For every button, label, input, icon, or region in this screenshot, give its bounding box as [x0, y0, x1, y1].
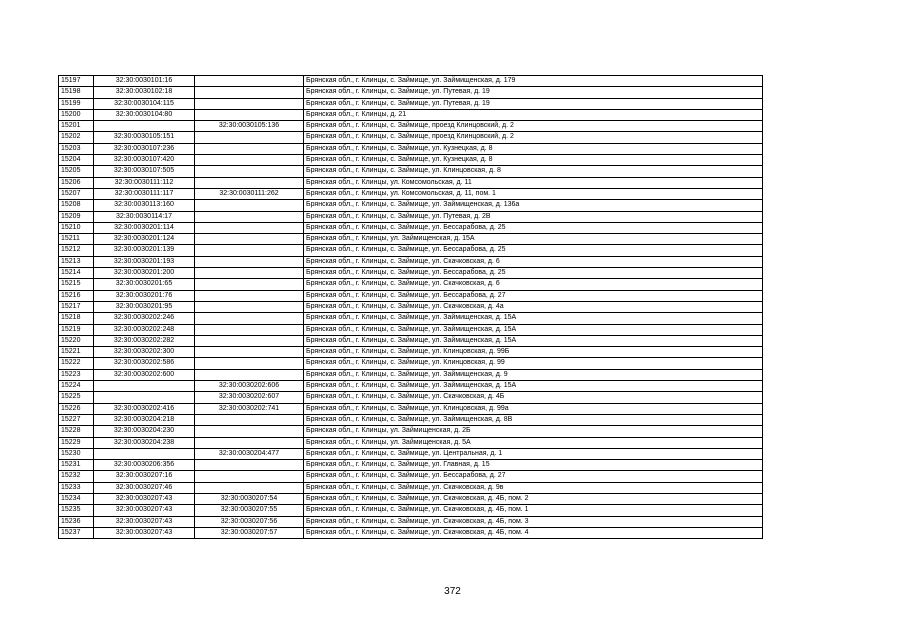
cadastral-number-cell — [94, 381, 195, 392]
table-row — [59, 301, 763, 312]
cadastral-number-cell — [94, 121, 195, 132]
row-number-cell: 15229 — [59, 437, 94, 448]
row-number-cell: 15210 — [59, 222, 94, 233]
cadastral-number-cell: 32:30:0030107:420 — [94, 155, 195, 166]
cadastral-number-cell: 32:30:0030107:236 — [94, 143, 195, 154]
cadastral-number-cell: 32:30:0030107:505 — [94, 166, 195, 177]
linked-cadastral-number-cell: 32:30:0030204:477 — [195, 448, 304, 459]
table-row — [59, 121, 763, 132]
cadastral-number-cell: 32:30:0030102:18 — [94, 87, 195, 98]
cadastral-number-cell: 32:30:0030202:248 — [94, 324, 195, 335]
row-number-cell: 15213 — [59, 256, 94, 267]
linked-cadastral-number-cell — [195, 211, 304, 222]
row-number-cell: 15231 — [59, 460, 94, 471]
address-cell: Брянская обл., г. Клинцы, с. Займище, ул. Займищенская, д. 15А — [304, 335, 763, 346]
address-cell: Брянская обл., г. Клинцы, с. Займище, ул. Клинцовская, д. 8 — [304, 166, 763, 177]
table-body — [59, 76, 763, 539]
address-cell: Брянская обл., г. Клинцы, ул. Комсомольская, д. 11 — [304, 177, 763, 188]
linked-cadastral-number-cell — [195, 426, 304, 437]
linked-cadastral-number-cell: 32:30:0030207:57 — [195, 527, 304, 538]
table-row — [59, 414, 763, 425]
row-number-cell: 15207 — [59, 188, 94, 199]
linked-cadastral-number-cell — [195, 234, 304, 245]
address-cell: Брянская обл., г. Клинцы, с. Займище, ул. Центральная, д. 1 — [304, 448, 763, 459]
linked-cadastral-number-cell: 32:30:0030202:607 — [195, 392, 304, 403]
cadastral-number-cell: 32:30:0030207:43 — [94, 516, 195, 527]
address-cell: Брянская обл., г. Клинцы, с. Займище, ул. Скачковская, д. 4Б, пом. 1 — [304, 505, 763, 516]
address-cell: Брянская обл., г. Клинцы, с. Займище, ул. Скачковская, д. 6 — [304, 279, 763, 290]
linked-cadastral-number-cell — [195, 347, 304, 358]
row-number-cell: 15201 — [59, 121, 94, 132]
address-cell: Брянская обл., г. Клинцы, д. 21 — [304, 109, 763, 120]
address-cell: Брянская обл., г. Клинцы, с. Займище, ул. Бессарабова, д. 25 — [304, 268, 763, 279]
row-number-cell: 15202 — [59, 132, 94, 143]
table-row — [59, 347, 763, 358]
table-row — [59, 482, 763, 493]
row-number-cell: 15236 — [59, 516, 94, 527]
address-cell: Брянская обл., г. Клинцы, с. Займище, ул. Займищенская, д. 15А — [304, 324, 763, 335]
cadastral-number-cell: 32:30:0030206:356 — [94, 460, 195, 471]
address-cell: Брянская обл., г. Клинцы, с. Займище, ул. Займищенская, д. 179 — [304, 76, 763, 87]
table-row — [59, 471, 763, 482]
address-cell: Брянская обл., г. Клинцы, с. Займище, ул. Бессарабова, д. 27 — [304, 290, 763, 301]
table-row — [59, 437, 763, 448]
address-cell: Брянская обл., г. Клинцы, с. Займище, ул. Бессарабова, д. 27 — [304, 471, 763, 482]
property-registry-table — [58, 75, 763, 539]
cadastral-number-cell: 32:30:0030202:300 — [94, 347, 195, 358]
address-cell: Брянская обл., г. Клинцы, с. Займище, ул. Бессарабова, д. 25 — [304, 222, 763, 233]
row-number-cell: 15224 — [59, 381, 94, 392]
cadastral-number-cell: 32:30:0030204:218 — [94, 414, 195, 425]
table-row — [59, 426, 763, 437]
row-number-cell: 15217 — [59, 301, 94, 312]
table-row — [59, 177, 763, 188]
address-cell: Брянская обл., г. Клинцы, с. Займище, ул. Бессарабова, д. 25 — [304, 245, 763, 256]
row-number-cell: 15197 — [59, 76, 94, 87]
cadastral-number-cell: 32:30:0030207:16 — [94, 471, 195, 482]
table-row — [59, 381, 763, 392]
table-row — [59, 358, 763, 369]
table-row — [59, 369, 763, 380]
row-number-cell: 15199 — [59, 98, 94, 109]
table-row — [59, 493, 763, 504]
row-number-cell: 15228 — [59, 426, 94, 437]
table-row — [59, 87, 763, 98]
linked-cadastral-number-cell: 32:30:0030207:54 — [195, 493, 304, 504]
cadastral-number-cell: 32:30:0030201:65 — [94, 279, 195, 290]
address-cell: Брянская обл., г. Клинцы, с. Займище, ул. Займищенская, д. 15А — [304, 381, 763, 392]
row-number-cell: 15225 — [59, 392, 94, 403]
row-number-cell: 15233 — [59, 482, 94, 493]
table-row — [59, 279, 763, 290]
linked-cadastral-number-cell — [195, 245, 304, 256]
linked-cadastral-number-cell — [195, 143, 304, 154]
row-number-cell: 15215 — [59, 279, 94, 290]
cadastral-number-cell: 32:30:0030207:43 — [94, 505, 195, 516]
cadastral-number-cell: 32:30:0030101:16 — [94, 76, 195, 87]
address-cell: Брянская обл., г. Клинцы, с. Займище, ул. Займищенская, д. 8В — [304, 414, 763, 425]
table-row — [59, 132, 763, 143]
cadastral-number-cell — [94, 448, 195, 459]
linked-cadastral-number-cell — [195, 290, 304, 301]
table-row — [59, 200, 763, 211]
row-number-cell: 15223 — [59, 369, 94, 380]
linked-cadastral-number-cell: 32:30:0030105:136 — [195, 121, 304, 132]
cadastral-number-cell: 32:30:0030104:80 — [94, 109, 195, 120]
address-cell: Брянская обл., г. Клинцы, с. Займище, ул. Скачковская, д. 4Б — [304, 392, 763, 403]
linked-cadastral-number-cell — [195, 256, 304, 267]
table-row — [59, 324, 763, 335]
linked-cadastral-number-cell — [195, 279, 304, 290]
cadastral-number-cell: 32:30:0030202:416 — [94, 403, 195, 414]
linked-cadastral-number-cell: 32:30:0030202:606 — [195, 381, 304, 392]
row-number-cell: 15204 — [59, 155, 94, 166]
address-cell: Брянская обл., г. Клинцы, с. Займище, ул. Путевая, д. 19 — [304, 98, 763, 109]
cadastral-number-cell: 32:30:0030202:282 — [94, 335, 195, 346]
row-number-cell: 15200 — [59, 109, 94, 120]
linked-cadastral-number-cell — [195, 132, 304, 143]
row-number-cell: 15214 — [59, 268, 94, 279]
linked-cadastral-number-cell — [195, 324, 304, 335]
row-number-cell: 15208 — [59, 200, 94, 211]
cadastral-number-cell: 32:30:0030201:139 — [94, 245, 195, 256]
cadastral-number-cell: 32:30:0030201:114 — [94, 222, 195, 233]
address-cell: Брянская обл., г. Клинцы, с. Займище, ул. Путевая, д. 2В — [304, 211, 763, 222]
linked-cadastral-number-cell — [195, 268, 304, 279]
address-cell: Брянская обл., г. Клинцы, с. Займище, проезд Клинцовский, д. 2 — [304, 121, 763, 132]
address-cell: Брянская обл., г. Клинцы, с. Займище, ул. Кузнецкая, д. 8 — [304, 143, 763, 154]
address-cell: Брянская обл., г. Клинцы, ул. Займищенская, д. 2Б — [304, 426, 763, 437]
table-row — [59, 403, 763, 414]
cadastral-number-cell — [94, 392, 195, 403]
address-cell: Брянская обл., г. Клинцы, с. Займище, ул. Скачковская, д. 4Б, пом. 4 — [304, 527, 763, 538]
linked-cadastral-number-cell — [195, 471, 304, 482]
cadastral-number-cell: 32:30:0030202:586 — [94, 358, 195, 369]
linked-cadastral-number-cell — [195, 460, 304, 471]
address-cell: Брянская обл., г. Клинцы, с. Займище, ул. Путевая, д. 19 — [304, 87, 763, 98]
table-row — [59, 222, 763, 233]
address-cell: Брянская обл., г. Клинцы, с. Займище, ул. Скачковская, д. 9в — [304, 482, 763, 493]
table-row — [59, 188, 763, 199]
linked-cadastral-number-cell — [195, 166, 304, 177]
address-cell: Брянская обл., г. Клинцы, с. Займище, ул. Скачковская, д. 4Б, пом. 2 — [304, 493, 763, 504]
row-number-cell: 15226 — [59, 403, 94, 414]
cadastral-number-cell: 32:30:0030202:600 — [94, 369, 195, 380]
cadastral-number-cell: 32:30:0030114:17 — [94, 211, 195, 222]
row-number-cell: 15227 — [59, 414, 94, 425]
linked-cadastral-number-cell — [195, 358, 304, 369]
table-row — [59, 460, 763, 471]
address-cell: Брянская обл., г. Клинцы, с. Займище, ул. Займищенская, д. 136а — [304, 200, 763, 211]
table-row — [59, 155, 763, 166]
row-number-cell: 15219 — [59, 324, 94, 335]
linked-cadastral-number-cell — [195, 87, 304, 98]
linked-cadastral-number-cell — [195, 301, 304, 312]
linked-cadastral-number-cell: 32:30:0030111:262 — [195, 188, 304, 199]
row-number-cell: 15209 — [59, 211, 94, 222]
address-cell: Брянская обл., г. Клинцы, с. Займище, ул. Скачковская, д. 6 — [304, 256, 763, 267]
cadastral-number-cell: 32:30:0030202:246 — [94, 313, 195, 324]
linked-cadastral-number-cell — [195, 335, 304, 346]
table-row — [59, 268, 763, 279]
address-cell: Брянская обл., г. Клинцы, ул. Комсомольская, д. 11, пом. 1 — [304, 188, 763, 199]
row-number-cell: 15234 — [59, 493, 94, 504]
linked-cadastral-number-cell: 32:30:0030207:56 — [195, 516, 304, 527]
table-row — [59, 98, 763, 109]
table-row — [59, 392, 763, 403]
address-cell: Брянская обл., г. Клинцы, с. Займище, ул. Клинцовская, д. 99Б — [304, 347, 763, 358]
address-cell: Брянская обл., г. Клинцы, с. Займище, ул. Скачковская, д. 4а — [304, 301, 763, 312]
row-number-cell: 15205 — [59, 166, 94, 177]
linked-cadastral-number-cell — [195, 98, 304, 109]
table-row — [59, 335, 763, 346]
address-cell: Брянская обл., г. Клинцы, с. Займище, проезд Клинцовский, д. 2 — [304, 132, 763, 143]
linked-cadastral-number-cell — [195, 313, 304, 324]
linked-cadastral-number-cell — [195, 222, 304, 233]
address-cell: Брянская обл., г. Клинцы, с. Займище, ул. Займищенская, д. 15А — [304, 313, 763, 324]
cadastral-number-cell: 32:30:0030201:124 — [94, 234, 195, 245]
linked-cadastral-number-cell — [195, 155, 304, 166]
linked-cadastral-number-cell: 32:30:0030207:55 — [195, 505, 304, 516]
cadastral-number-cell: 32:30:0030204:230 — [94, 426, 195, 437]
table-row — [59, 516, 763, 527]
address-cell: Брянская обл., г. Клинцы, ул. Займищенская, д. 15А — [304, 234, 763, 245]
table-row — [59, 109, 763, 120]
row-number-cell: 15237 — [59, 527, 94, 538]
cadastral-number-cell: 32:30:0030111:112 — [94, 177, 195, 188]
address-cell: Брянская обл., г. Клинцы, с. Займище, ул. Главная, д. 15 — [304, 460, 763, 471]
address-cell: Брянская обл., г. Клинцы, с. Займище, ул. Займищенская, д. 9 — [304, 369, 763, 380]
cadastral-number-cell: 32:30:0030111:117 — [94, 188, 195, 199]
linked-cadastral-number-cell — [195, 369, 304, 380]
linked-cadastral-number-cell — [195, 437, 304, 448]
row-number-cell: 15232 — [59, 471, 94, 482]
cadastral-number-cell: 32:30:0030104:115 — [94, 98, 195, 109]
cadastral-number-cell: 32:30:0030201:95 — [94, 301, 195, 312]
table-row — [59, 211, 763, 222]
cadastral-number-cell: 32:30:0030201:193 — [94, 256, 195, 267]
linked-cadastral-number-cell — [195, 109, 304, 120]
table-row — [59, 245, 763, 256]
cadastral-number-cell: 32:30:0030207:43 — [94, 493, 195, 504]
row-number-cell: 15230 — [59, 448, 94, 459]
table-row — [59, 256, 763, 267]
address-cell: Брянская обл., г. Клинцы, ул. Займищенская, д. 5А — [304, 437, 763, 448]
row-number-cell: 15203 — [59, 143, 94, 154]
linked-cadastral-number-cell — [195, 482, 304, 493]
linked-cadastral-number-cell — [195, 414, 304, 425]
row-number-cell: 15216 — [59, 290, 94, 301]
row-number-cell: 15218 — [59, 313, 94, 324]
address-cell: Брянская обл., г. Клинцы, с. Займище, ул. Клинцовская, д. 99 — [304, 358, 763, 369]
address-cell: Брянская обл., г. Клинцы, с. Займище, ул. Кузнецкая, д. 8 — [304, 155, 763, 166]
cadastral-number-cell: 32:30:0030204:238 — [94, 437, 195, 448]
table-row — [59, 166, 763, 177]
row-number-cell: 15235 — [59, 505, 94, 516]
row-number-cell: 15212 — [59, 245, 94, 256]
address-cell: Брянская обл., г. Клинцы, с. Займище, ул. Скачковская, д. 4Б, пом. 3 — [304, 516, 763, 527]
address-cell: Брянская обл., г. Клинцы, с. Займище, ул. Клинцовская, д. 99а — [304, 403, 763, 414]
cadastral-number-cell: 32:30:0030113:160 — [94, 200, 195, 211]
table-row — [59, 234, 763, 245]
row-number-cell: 15220 — [59, 335, 94, 346]
linked-cadastral-number-cell — [195, 177, 304, 188]
row-number-cell: 15221 — [59, 347, 94, 358]
row-number-cell: 15211 — [59, 234, 94, 245]
table-row — [59, 143, 763, 154]
row-number-cell: 15222 — [59, 358, 94, 369]
table-row — [59, 313, 763, 324]
table-row — [59, 527, 763, 538]
cadastral-number-cell: 32:30:0030207:43 — [94, 527, 195, 538]
table-row — [59, 290, 763, 301]
cadastral-number-cell: 32:30:0030201:76 — [94, 290, 195, 301]
linked-cadastral-number-cell — [195, 200, 304, 211]
cadastral-number-cell: 32:30:0030105:151 — [94, 132, 195, 143]
linked-cadastral-number-cell — [195, 76, 304, 87]
table-row — [59, 448, 763, 459]
linked-cadastral-number-cell: 32:30:0030202:741 — [195, 403, 304, 414]
table-row — [59, 505, 763, 516]
row-number-cell: 15206 — [59, 177, 94, 188]
cadastral-number-cell: 32:30:0030207:46 — [94, 482, 195, 493]
page-number: 372 — [444, 586, 461, 597]
table-row — [59, 76, 763, 87]
row-number-cell: 15198 — [59, 87, 94, 98]
cadastral-number-cell: 32:30:0030201:200 — [94, 268, 195, 279]
